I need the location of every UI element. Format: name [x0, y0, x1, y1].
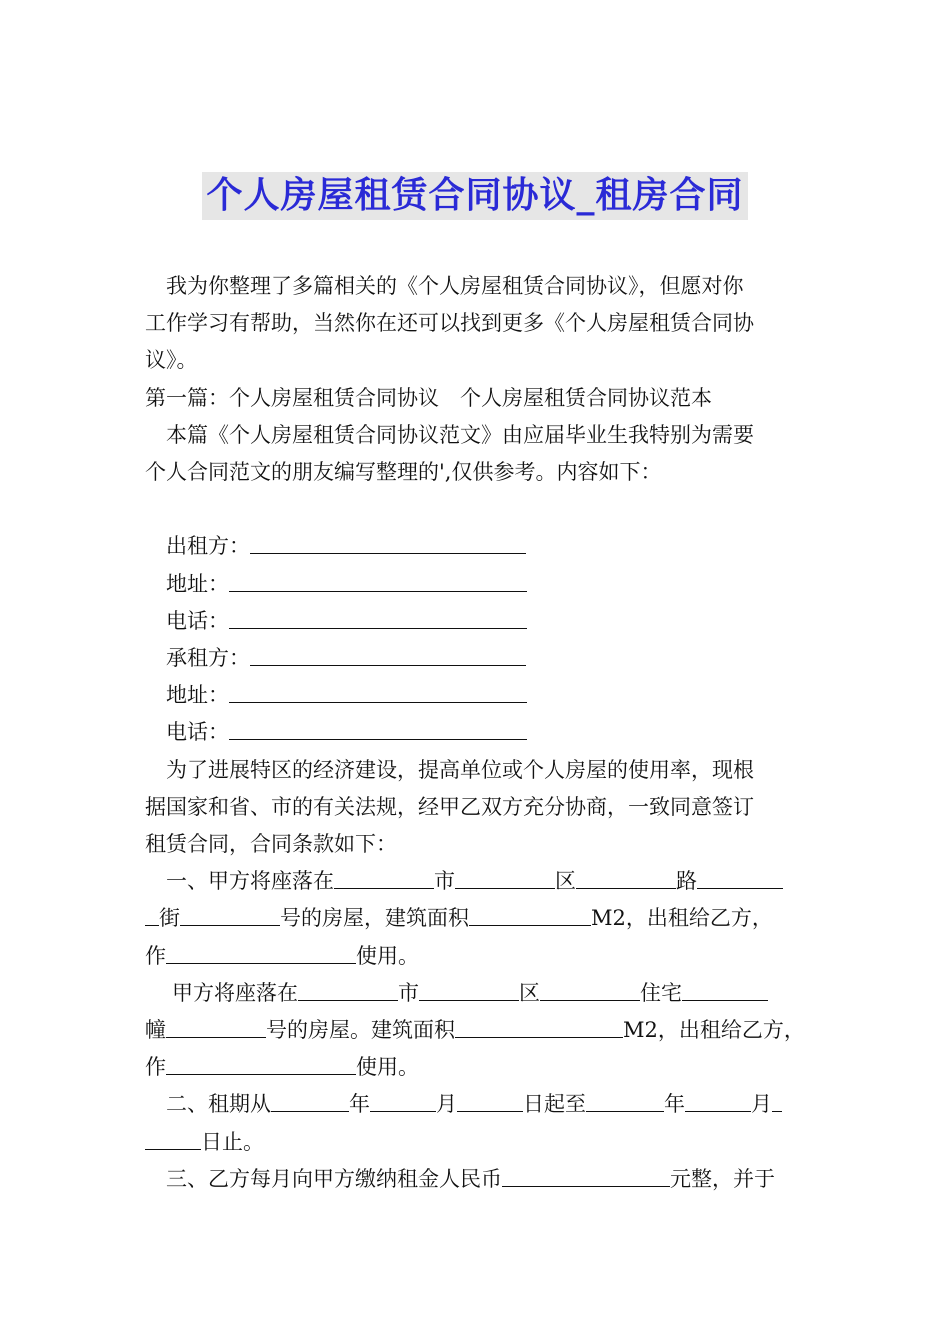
clause-1-blank [455, 866, 555, 889]
intro-line-3: 议》。 [145, 348, 198, 373]
clause-2-blank [685, 1089, 751, 1112]
clause-2-text: 年 [349, 1092, 370, 1117]
chapter-intro-line-1: 本篇《个人房屋租赁合同协议范文》由应届毕业生我特别为需要 [166, 422, 754, 447]
clause-1b-blank [419, 978, 519, 1001]
preamble-line-2: 据国家和省、市的有关法规，经甲乙双方充分协商，一致同意签订 [145, 794, 754, 819]
lessee-label: 承租方： [166, 646, 250, 671]
lessor-phone-blank [229, 606, 527, 629]
lessee-phone-blank [229, 717, 527, 740]
clause-1-text: 作 [145, 943, 166, 968]
clause-2-line-1 [145, 1086, 817, 1123]
document-body [145, 268, 817, 1198]
lessee-field [145, 640, 817, 677]
lessee-phone-label: 电话： [166, 720, 229, 745]
chapter-heading: 第一篇：个人房屋租赁合同协议 个人房屋租赁合同协议范本 [145, 385, 712, 410]
clause-1b-blank [166, 1052, 356, 1075]
clause-1b-blank [298, 978, 398, 1001]
clause-1-blank [334, 866, 434, 889]
clause-1b-text: 甲方将座落在 [172, 980, 298, 1005]
clause-1-text: 区 [555, 869, 576, 894]
clause-1-text: 路 [676, 869, 697, 894]
lessor-blank [250, 531, 526, 554]
clause-1b-text: 幢 [145, 1018, 166, 1043]
blank-line [145, 491, 817, 528]
clause-2-text: 日起至 [523, 1092, 586, 1117]
clause-2-blank [145, 1127, 201, 1150]
lessee-address-label: 地址： [166, 683, 229, 708]
clause-1-line-2 [145, 900, 817, 937]
clause-1-text: 市 [434, 869, 455, 894]
preamble-line-1: 为了进展特区的经济建设，提高单位或个人房屋的使用率，现根 [166, 757, 754, 782]
clause-1b-blank [455, 1015, 623, 1038]
clause-1b-text: 住宅 [640, 980, 682, 1005]
clause-2-blank [772, 1089, 782, 1112]
clause-3-line-1 [145, 1161, 817, 1198]
clause-2-blank [271, 1089, 349, 1112]
clause-1-text: 号的房屋，建筑面积 [280, 906, 469, 931]
clause-2-blank [457, 1089, 523, 1112]
clause-1b-text: 作 [145, 1055, 166, 1080]
clause-1-text: 街 [159, 906, 180, 931]
chapter-intro-line-2: 个人合同范文的朋友编写整理的',仅供参考。内容如下： [145, 460, 662, 485]
preamble-line-3: 租赁合同，合同条款如下： [145, 832, 397, 857]
clause-1-blank [576, 866, 676, 889]
document-title: 个人房屋租赁合同协议_租房合同 [202, 172, 747, 220]
clause-3-blank [502, 1164, 670, 1187]
lessor-address-blank [229, 569, 527, 592]
clause-2-text: 二、租期从 [166, 1092, 271, 1117]
lessor-address-field [145, 566, 817, 603]
clause-1-blank [697, 866, 783, 889]
lessee-address-field [145, 677, 817, 714]
clause-1b-text: 市 [398, 980, 419, 1005]
lessee-address-blank [229, 680, 527, 703]
lessee-blank [250, 643, 526, 666]
clause-2-line-2 [145, 1124, 817, 1161]
lessor-address-label: 地址： [166, 571, 229, 596]
clause-2-blank [586, 1089, 664, 1112]
clause-1b-line-3 [145, 1049, 817, 1086]
clause-1b-text: 号的房屋。建筑面积 [266, 1018, 455, 1043]
clause-2-text: 年 [664, 1092, 685, 1117]
clause-1b-blank [682, 978, 768, 1001]
intro-line-1: 我为你整理了多篇相关的《个人房屋租赁合同协议》，但愿对你 [166, 274, 744, 298]
clause-1b-text: M2，出租给乙方， [623, 1018, 805, 1043]
lessor-phone-field [145, 603, 817, 640]
clause-2-blank [370, 1089, 436, 1112]
clause-1b-line-1 [145, 975, 817, 1012]
document-title-wrap [0, 172, 950, 220]
clause-1b-text: 区 [519, 980, 540, 1005]
clause-2-text: 月 [436, 1092, 457, 1117]
clause-1-blank [180, 903, 280, 926]
intro-line-2: 工作学习有帮助，当然你在还可以找到更多《个人房屋租赁合同协 [145, 311, 754, 336]
clause-1-text: 使用。 [356, 943, 419, 968]
clause-1b-text: 使用。 [356, 1055, 419, 1080]
clause-1b-line-2 [145, 1012, 817, 1049]
clause-1-blank [469, 903, 591, 926]
clause-1-line-3 [145, 938, 817, 975]
clause-3-text: 三、乙方每月向甲方缴纳租金人民币 [166, 1166, 502, 1191]
lessor-label: 出租方： [166, 534, 250, 559]
lessor-phone-label: 电话： [166, 608, 229, 633]
lessee-phone-field [145, 714, 817, 751]
clause-2-text: 月 [751, 1092, 772, 1117]
clause-1-text: 一、甲方将座落在 [166, 869, 334, 894]
clause-1b-blank [540, 978, 640, 1001]
lessor-field [145, 528, 817, 565]
clause-1-blank [145, 903, 159, 926]
clause-1-line-1 [145, 863, 817, 900]
clause-3-text: 元整，并于 [670, 1166, 775, 1191]
clause-2-text: 日止。 [201, 1129, 264, 1154]
clause-1-blank [166, 941, 356, 964]
clause-1b-blank [166, 1015, 266, 1038]
clause-1-text: M2，出租给乙方， [591, 906, 773, 931]
